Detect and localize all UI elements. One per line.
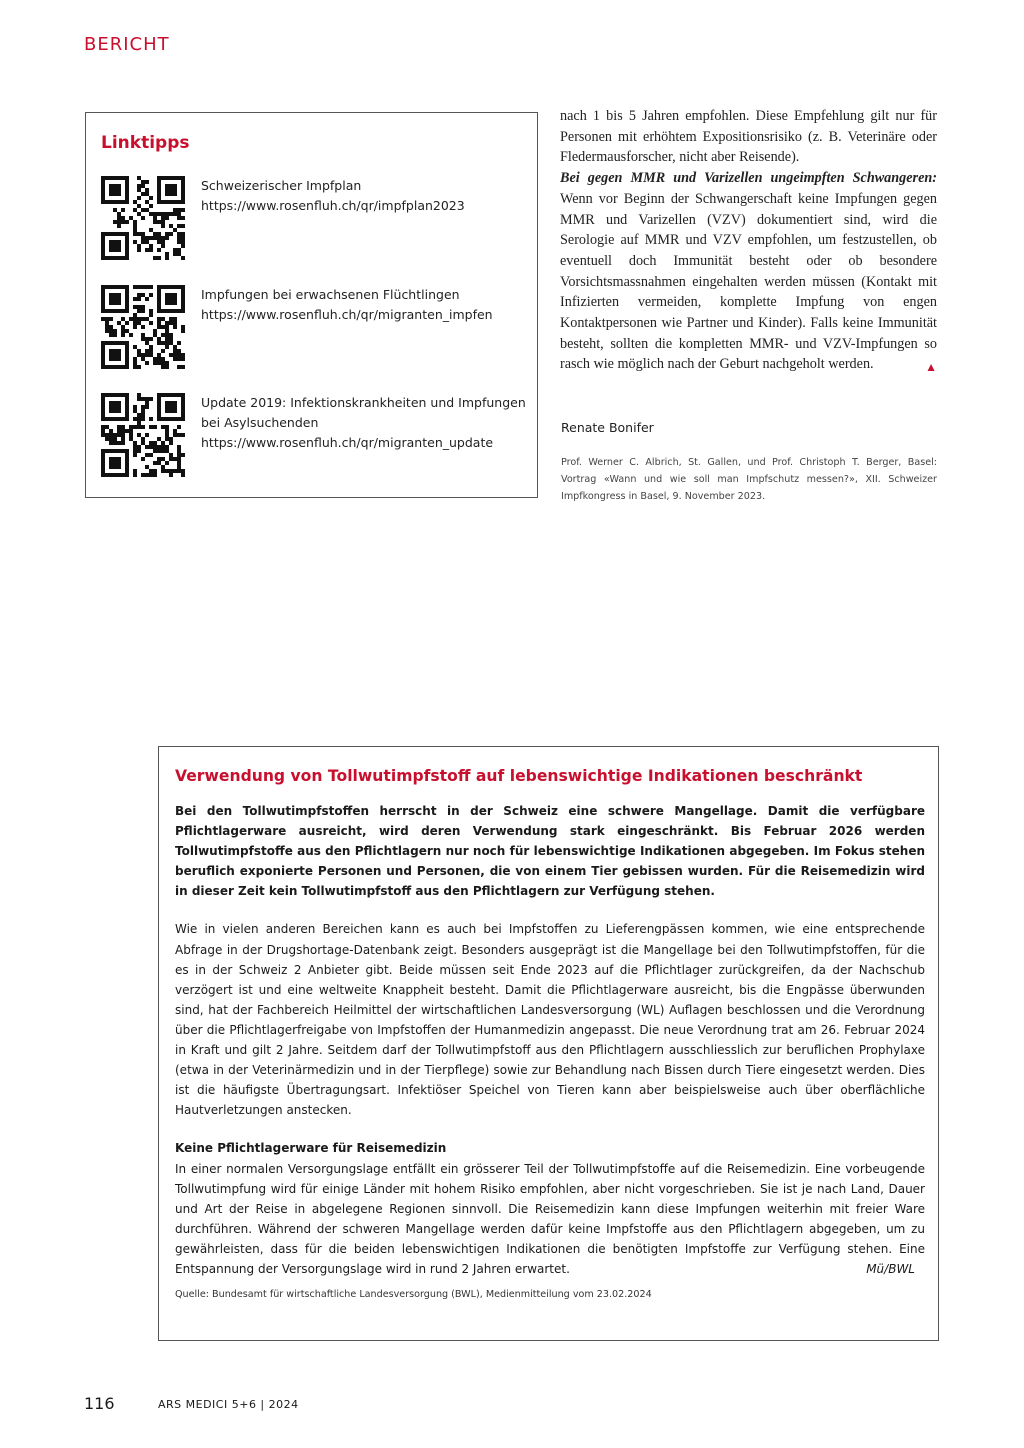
qr-code-icon[interactable]	[101, 285, 185, 369]
reference-note: Prof. Werner C. Albrich, St. Gallen, und Prof. Christoph T. Berger, Basel: Vortrag «Wann und wie soll man Impfschutz messen?», XII. Schweizer Impfkongress in Basel, 9. November 2023.	[561, 457, 937, 502]
source-note: Quelle: Bundesamt für wirtschaftliche Landesversorgung (BWL), Medienmitteilung vom 23.02.2024	[175, 1289, 652, 1301]
info-box-body: Wie in vielen anderen Bereichen kann es auch bei Impfstoffen zu Lieferengpässen kommen, wie eine entsprechende Abfrage in der Drugshortage-Datenbank zeigt. Besonders ausgeprägt ist die Mangellage bei den Tollwutimpfstoffen, für die es in der Schweiz 2 Anbieter gibt. Beide müssen seit Ende 2023 auf die Pflichtlager zurückgreifen, da der Nachschub verzögert ist und eine weltweite Knappheit besteht. Damit die Pflichtlagerware ausreicht, bis die Engpässe überwunden sind, hat der Fachbereich Heilmittel der wirtschaftlichen Landesversorgung (WL) Auflagen beschlossen und die Verordnung über die Pflichtlagerfreigabe von Impfstoffen der Humanmedizin angepasst. Die neue Verordnung trat am 26. Februar 2024 in Kraft und gilt 2 Jahre. Seitdem darf der Tollwutimpfstoff aus den Pflichtlagern ausschliesslich zur beruflichen Prophylaxe (etwa in der Veterinärmedizin und in der Tierpflege) sowie zur Behandlung nach Bissen durch Tiere eingesetzt werden. Dies ist die häufigste Übertragungsart. Infektiöser Speichel von Tieren kann aber beispielsweise auch über oberflächliche Hautverletzungen anstecken.	[175, 922, 925, 1118]
signature: Mü/BWL	[866, 1261, 915, 1276]
link-url[interactable]: https://www.rosenfluh.ch/qr/migranten_impfen	[201, 307, 493, 322]
link-label: Impfungen bei erwachsenen Flüchtlingen	[201, 287, 460, 302]
journal-name: ARS MEDICI 5+6 | 2024	[158, 1398, 299, 1411]
link-label: Schweizerischer Impfplan	[201, 178, 362, 193]
info-box-title: Verwendung von Tollwutimpfstoff auf lebenswichtige Indikationen beschränkt	[175, 767, 863, 785]
article-paragraph: Wenn vor Beginn der Schwangerschaft keine Impfungen gegen MMR und Varizellen (VZV) dokumentiert sind, wird die Serologie auf MMR und VZV empfohlen, um festzustellen, ob eventuell doch Immunität besteht oder ob besondere Vorsichtsmassnahmen eingehalten werden müssen (Kontakt mit Infizierten vermeiden, komplette Impfung von engen Kontaktpersonen wie Partner und Kinder). Falls keine Immunität besteht, sollten die kompletten MMR- und VZV-Impfungen so rasch wie möglich nach der Geburt nachgeholt werden.	[560, 190, 937, 373]
section-label: BERICHT	[84, 34, 170, 55]
article-column	[560, 106, 937, 378]
author: Renate Bonifer	[561, 420, 654, 435]
qr-code-icon[interactable]	[101, 176, 185, 260]
linktipps-box	[85, 112, 538, 498]
qr-code-icon[interactable]	[101, 393, 185, 477]
info-box-subhead: Keine Pflichtlagerware für Reisemedizin	[175, 1141, 447, 1156]
end-of-article-icon: ▲	[925, 360, 937, 375]
article-subhead: Bei gegen MMR und Varizellen ungeimpften Schwangeren:	[560, 170, 937, 187]
info-box-body: In einer normalen Versorgungslage entfällt ein grösserer Teil der Tollwutimpfstoffe auf die Reisemedizin. Eine vorbeugende Tollwutimpfung wird für einige Länder mit hohem Risiko empfohlen, aber nicht vorgeschrieben. Sie ist je nach Land, Dauer und Art der Reise in abgelegene Regionen sinnvoll. Die Reisemedizin kann diese Impfungen weiterhin mit freier Ware durchführen. Während der schweren Mangellage werden dafür keine Impfstoffe aus den Pflichtlagern abgegeben, um zu gewährleisten, dass für die beiden lebenswichtigen Indikationen die benötigten Impfstoffe zur Verfügung stehen. Eine Entspannung der Versorgungslage wird in rund 2 Jahren erwartet.	[175, 1161, 925, 1276]
linktipps-title: Linktipps	[101, 133, 190, 153]
link-url[interactable]: https://www.rosenfluh.ch/qr/impfplan2023	[201, 198, 465, 213]
link-url[interactable]: https://www.rosenfluh.ch/qr/migranten_update	[201, 435, 494, 450]
info-box-lead: Bei den Tollwutimpfstoffen herrscht in der Schweiz eine schwere Mangellage. Damit die verfügbare Pflichtlagerware ausreicht, wird deren Verwendung stark eingeschränkt. Bis Februar 2026 werden Tollwutimpfstoffe aus den Pflichtlagern nur noch für lebenswichtige Indikationen abgegeben. Im Fokus stehen beruflich exponierte Personen und Personen, die von einem Tier gebissen wurden. Für die Reisemedizin wird in dieser Zeit kein Tollwutimpfstoff aus den Pflichtlagern zur Verfügung stehen.	[175, 804, 925, 899]
page-number: 116	[84, 1394, 115, 1413]
info-box	[158, 746, 939, 1341]
link-label: Update 2019: Infektionskrankheiten und Impfungen bei Asylsuchenden	[201, 395, 526, 430]
article-paragraph: nach 1 bis 5 Jahren empfohlen. Diese Empfehlung gilt nur für Personen mit erhöhtem Expositionsrisiko (z. B. Veterinäre oder Fledermausforscher, nicht aber Reisende).	[560, 108, 937, 166]
